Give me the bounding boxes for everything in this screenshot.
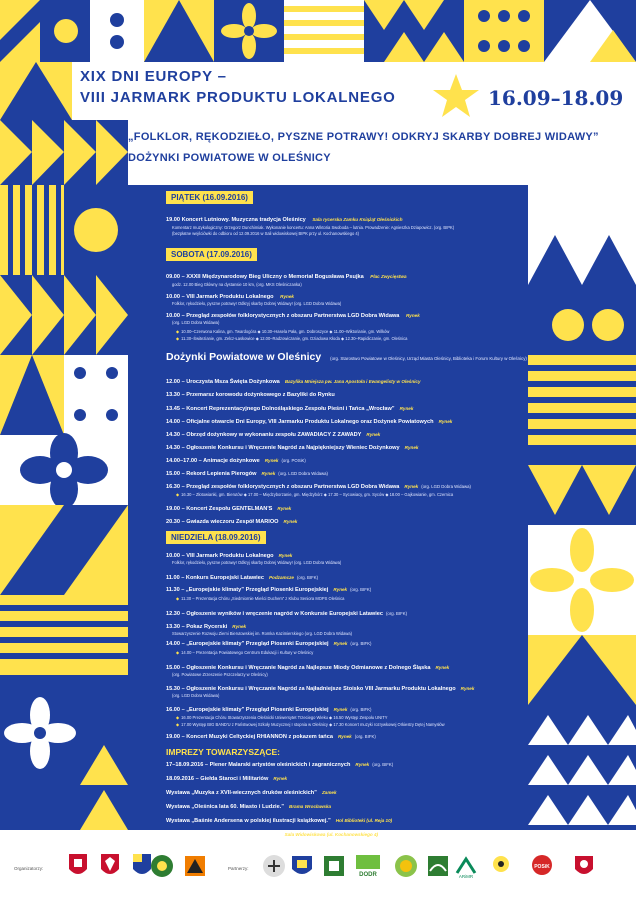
event-row: Wystawa „34 powody do niezmiertelności” Sala Widowiskowa (ul. Kochanowskiego 4) [166,832,379,838]
event-row: 13.30 – Przemarsz korowodu dożynkowego z Bazyliki do Rynku [166,392,335,398]
day-header-friday: PIĄTEK (16.09.2016) [166,191,253,204]
event-dates: 16.09–18.09 [488,86,624,110]
event-row: 13.45 – Koncert Reprezentacyjnego Dolnośląskiego Zespołu Pieśni i Tańca „Wrocław” Rynek [166,406,414,412]
star-icon [432,72,480,120]
dodr-logo-icon [354,853,382,879]
event-row: 14.00–17.00 – Animacje dożynkowe Rynek (org. POSiK) [166,458,306,464]
accompanying-header: IMPREZY TOWARZYSZĄCE: [166,747,280,757]
organizers-label: Organizatorzy: [14,866,44,871]
event-row: 10.00 – VIII Jarmark Produktu Lokalnego Rynek [166,553,293,559]
stowarzyszenie-logo-icon [572,853,596,879]
ksd-logo-icon [394,853,418,879]
event-row: 15.00 – Ogłoszenie Konkursu i Wręczanie Nagród za Najlepsze Miody Odmianowe z Dolnego Śląska Rynek [166,665,450,671]
event-row: 12.00 – Uroczysta Msza Święta Dożynkowa Bazylika Mniejsza pw. Jana Apostoła i Ewangelisty w Oleśnicy [166,379,421,385]
event-row: 09.00 – XXXII Międzynarodowy Bieg Uliczny o Memoriał Bogusława Psujka Plac Zwycięstwa [166,274,407,280]
event-row: 14.30 – Ogłoszenie Konkursu i Wręczenie Nagród za Najpiękniejszy Wieniec Dożynkowy Rynek [166,445,419,451]
event-row: 19.00 Koncert Lutniowy. Muzyczna tradycja Oleśnicy Sala rycerska Zamku Książąt Oleśnickich [166,217,403,223]
event-detail: (org. LGD Dobra Widawa) [172,693,220,698]
event-row: Wystawa „Muzyka z XVII-wiecznych druków oleśnickich” Zamek [166,790,337,796]
title-left-decor [0,62,72,120]
event-row: 11.30 – „Europejskie klimaty” Przegląd Piosenki Europejskiej Rynek (org. BIFK) [166,587,372,593]
svg-text:POSiK: POSiK [534,864,550,870]
event-row: 12.30 – Ogłoszenie wyników i wręczenie nagród w Konkursie Europejski Latawiec (org. BIFK) [166,611,408,617]
top-pattern [0,0,636,62]
right-pattern [468,185,636,830]
mosir-logo-icon [183,853,207,879]
title-line-2: VIII JARMARK PRODUKTU LOKALNEGO [80,89,396,106]
event-subitem: ◆ 11.30–Świtezianie, gm. Zelcz-Łaskowice ◆ 12.00–Radzowiczanie, gm. Dziadowa Kłoda ◆ 12.30–Rapidiczanie, gm. Oleśnica [176,336,408,341]
event-subitem: ◆ 10.00–Czerwona Kalina, gm. Twardogóra ◆ 10.30–Hasela Pała, gm. Dobroszyce ◆ 11.00–Wiktorianie, gm. Wilków [176,329,390,334]
title-line-1: XIX DNI EUROPY – [80,68,227,85]
county-crest-icon [132,853,152,879]
event-row: 14.00 – Oficjalne otwarcie Dni Europy, VIII Jarmarku Produktu Lokalnego oraz Dożynek Powiatowych Rynek [166,419,453,425]
event-row: 14.00 – „Europejskie klimaty” Przegląd Piosenki Europejskiej Rynek (org. BIFK) [166,641,372,647]
olesnica-crest-icon [68,853,88,879]
event-row: 16.00 – „Europejskie klimaty” Przegląd Piosenki Europejskiej Rynek (org. BIFK) [166,707,372,713]
subtitle-left-decor [0,120,128,185]
left-pattern [0,185,128,830]
wiekowa-logo-icon [426,853,450,879]
event-row: 19.00 – Koncert Zespołu GENTELMAN'S Rynek [166,506,292,512]
event-row: 10.00 – VIII Jarmark Produktu Lokalnego Rynek [166,294,294,300]
event-row: 19.00 – Koncert Muzyki Celtyckiej RHIANNON z pokazem tańca Rynek (org. BIFK) [166,734,376,740]
event-detail: Folklor, rękodzieło, pyszne potrawy! Odkryj skarby Dobrej Widawy! (org. LGD Dobra Widawa) [172,560,342,565]
event-subitem: ◆ 16.00 Prezentacja Chóru Stowarzyszenia Oleśnicki Uniwersytet Trzeciego Wieku ◆ 16.50 Występ Zespołu UNITY [176,715,388,720]
event-row: 18.09.2016 – Giełda Staroci i Militariów Rynek [166,776,288,782]
event-detail: (bezpłatne wejściówki do odbioru od 12.09.2016 w Sali widowiskowej BIPK przy ul. Kochanowskiego 4) [172,231,360,236]
event-detail: godz. 12.00 Bieg Główny na dystansie 10 km, (org. MKS Oleśniczanka) [172,282,302,287]
partner-logo-2-icon [322,853,346,879]
event-row: 10.00 – Przegląd zespołów folklorystycznych z obszaru Partnerstwa LGD Dobra Widawa Rynek [166,313,420,319]
event-row: 11.00 – Konkurs Europejski Latawiec Podzamcze (org. BIFK) [166,575,319,581]
event-detail: (org. LGD Dobra Widawa) [172,320,220,325]
subtitle-line-1: „FOLKLOR, RĘKODZIEŁO, PYSZNE POTRAWY! ODKRYJ SKARBY DOBREJ WIDAWY” [128,131,599,143]
day-header-sunday: NIEDZIELA (18.09.2016) [166,531,266,544]
forum-logo-icon [490,853,512,879]
event-row: 15.30 – Ogłoszenie Konkursu i Wręczanie Nagród za Najładniejsze Stoisko VIII Jarmarku Produktu Lokalnego Rynek [166,686,475,692]
event-subitem: ◆ 11.30 – Prezentacja Chóru „Siedmiornie Mieści Duchem” z Klubu Seniora MOPS Oleśnica [176,596,345,601]
event-detail: Folklor, rękodzieło, pyszne potrawy! Odkryj skarby Dobrej Widawy! (org. LGD Dobra Widawa) [172,301,342,306]
lgd-logo-icon [290,853,314,879]
day-header-saturday: SOBOTA (17.09.2016) [166,248,257,261]
event-detail: (org. Powiatowe Zrzeszenie Pszczelarzy w Oleśnicy) [172,672,268,677]
posik-logo-icon [530,853,554,879]
subtitle-line-2: DOŻYNKI POWIATOWE W OLEŚNICY [128,152,331,164]
partner-logo-1-icon [262,853,286,879]
dozynki-header: Dożynki Powiatowe w Oleśnicy (org. Starostwo Powiatowe w Oleśnicy, Urząd Miasta Oleśnicy, Biblioteka i Forum Kultury w Oleśnicy) [166,351,527,363]
powiat-crest-icon [100,853,120,879]
event-row: 13.30 – Pokaz Rycerski Rynek [166,624,247,630]
event-row: 14.30 – Obrzęd dożynkowy w wykonaniu zespołu ZAWADIACY Z ZAWADY Rynek [166,432,381,438]
event-row: 15.00 – Rekord Lepienia Pierogów Rynek (org. LGD Dobra Widawa) [166,471,328,477]
event-subitem: ◆ 17.00 Występ BIG BAND'U z Państwowej Szkoły Muzycznej I stopnia w Oleśnicy ◆ 17.30 Koncert muzyki rozrywkowej Orkiestry Dętej Namysłów [176,722,445,727]
partners-label: Partnerzy: [228,866,249,871]
bifk-logo-icon [150,853,174,879]
event-row: 17–18.09.2016 – Plener Malarski artystów oleśnickich i zagranicznych Rynek (org. BIFK) [166,762,394,768]
svg-text:DODR: DODR [359,872,377,878]
event-row: Wystawa „Oleśnica lata 60. Miasto i Ludzie.” Brama Wrocławska [166,804,332,810]
svg-text:ARiMR: ARiMR [458,874,474,879]
event-row: 16.30 – Przegląd zespołów folklorystycznych z obszaru Partnerstwa LGD Dobra Widawa Rynek (org. LGD Dobra Widawa) [166,484,471,490]
event-detail: Stowarzyszenie Rozwoju Ziemi Bierutowskiej im. Romka Kazimierskiego (org. LGD Dobra Widawa) [172,631,352,636]
event-row: 20.30 – Gwiazda wieczoru Zespół MARIOO Rynek [166,519,298,525]
arimr-logo-icon [454,853,478,879]
event-subitem: ◆ 14.00 – Prezentacja Powiatowego Centrum Edukacji i Kultury w Oleśnicy [176,650,314,655]
event-subitem: ◆ 16.30 – Złotowianki, gm. Bierutów ◆ 17.00 – Międzyborzanie, gm. Międzybórz ◆ 17.30 – Sycowiacy, gm. Syców ◆ 18.00 – Gajkowianie, gm. Czernica [176,492,454,497]
event-row: Wystawa „Baśnie Andersena w polskiej ilustracji książkowej.” Hol Biblioteki (ul. Reja 10) [166,818,393,824]
event-detail: Komentarz muzykologiczny: Grzegorz Dunchimiak. Wykonanie koncertu: Anna Wiktoria Swoboda – lutnia. Prowadzenie: Agnieszka Dziapowicz. (org. BIPK) [172,225,455,230]
